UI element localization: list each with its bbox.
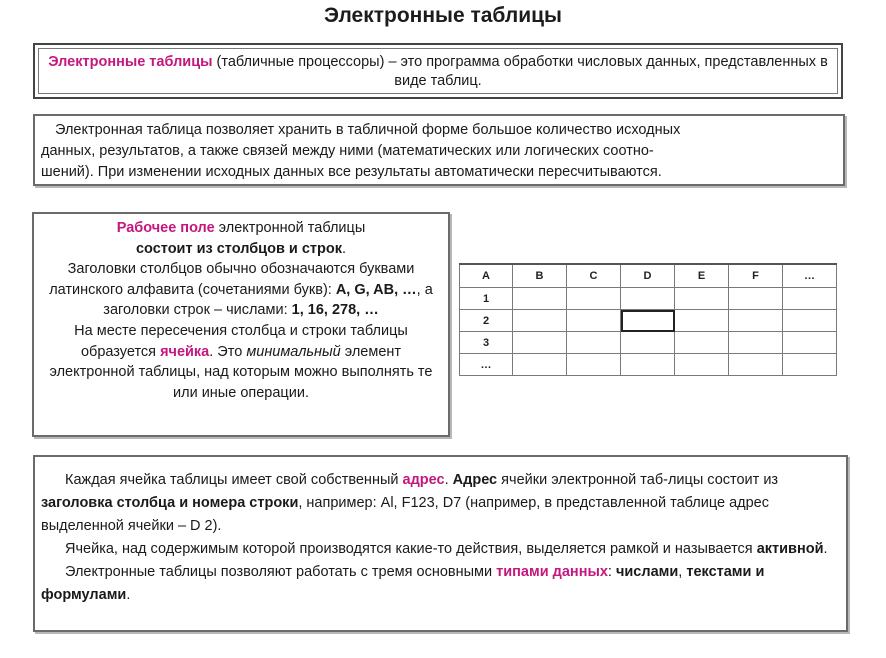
- row-header: 2: [460, 310, 513, 332]
- grid-cell: [783, 310, 837, 332]
- column-header: F: [729, 264, 783, 288]
- active-cell-text: Ячейка, над содержимым которой производятся какие-то действия, выделяется рамкой и называется: [65, 541, 757, 557]
- address-bold: Адрес: [452, 472, 498, 488]
- grid-cell: [567, 354, 621, 376]
- workfield-text: элемент электронной таблицы, над которым можно выполнять те или иные операции.: [49, 343, 433, 401]
- spreadsheet-grid: [459, 263, 837, 376]
- description-line-1: Электронная таблица позволяет хранить в табличной форме большое количество исходных: [55, 122, 681, 138]
- column-examples: A, G, AB, …: [335, 281, 417, 298]
- grid-cell: [513, 310, 567, 332]
- workfield-para-2: [38, 259, 444, 321]
- grid-row: [460, 332, 837, 354]
- address-para-2: [41, 538, 842, 561]
- address-text: Каждая ячейка таблицы имеет свой собственный: [65, 472, 403, 488]
- data-types-text: ,: [678, 564, 687, 580]
- address-text: ячейки электронной таб-лицы состоит из: [497, 472, 779, 488]
- workfield-italic: минимальный: [246, 343, 341, 360]
- column-header: B: [513, 264, 567, 288]
- address-text: .: [444, 472, 453, 488]
- workfield-text: .: [341, 240, 347, 257]
- cell-term: ячейка: [160, 343, 210, 360]
- workfield-text: На месте пересечения столбца и строки таблицы образуется: [74, 322, 408, 360]
- grid-cell: [621, 332, 675, 354]
- workfield-para-1: [38, 218, 444, 259]
- address-box: [33, 455, 848, 632]
- grid-cell: [675, 310, 729, 332]
- grid-cell: [621, 288, 675, 310]
- definition-text: (табличные процессоры) – это программа обработки числовых данных, представленных в виде таблиц.: [212, 54, 828, 89]
- address-para-1: [41, 469, 842, 538]
- address-term: адрес: [402, 472, 445, 488]
- description-line-3: шений). При изменении исходных данных все результаты автоматически пересчитываются.: [41, 164, 662, 180]
- column-header: D: [621, 264, 675, 288]
- row-header: …: [460, 354, 513, 376]
- grid-cell: [729, 288, 783, 310]
- grid-cell: [783, 354, 837, 376]
- column-header: C: [567, 264, 621, 288]
- grid-cell: [729, 310, 783, 332]
- grid-cell: [729, 332, 783, 354]
- definition-term: Электронные таблицы: [48, 54, 213, 70]
- workfield-bold: состоит из столбцов и строк: [135, 240, 342, 257]
- grid-cell: [567, 310, 621, 332]
- workfield-text: Заголовки столбцов обычно обозначаются буквами латинского алфавита (сочетаниями букв):: [49, 261, 415, 298]
- active-cell-d2: [621, 310, 675, 332]
- active-cell-text: .: [823, 541, 828, 557]
- workfield-text: , а заголовки строк – числами:: [103, 281, 433, 319]
- grid-cell: [729, 354, 783, 376]
- description-box: [33, 114, 845, 186]
- column-header: E: [675, 264, 729, 288]
- data-types-bold: числами: [615, 564, 679, 580]
- grid-cell: [621, 354, 675, 376]
- grid-cell: [513, 288, 567, 310]
- grid-cell: [567, 288, 621, 310]
- page-title: Электронные таблицы: [324, 4, 562, 27]
- grid-cell: [675, 332, 729, 354]
- workfield-term: Рабочее поле: [116, 220, 215, 236]
- grid-cell: [783, 332, 837, 354]
- data-types-bold: текстами и формулами: [41, 564, 765, 603]
- column-header: …: [783, 264, 837, 288]
- column-header: A: [460, 264, 513, 288]
- workfield-text: . Это: [209, 343, 247, 360]
- row-header: 3: [460, 332, 513, 354]
- grid-cell: [675, 354, 729, 376]
- row-examples: 1, 16, 278, …: [291, 302, 379, 319]
- description-line-2: данных, результатов, а также связей между ними (математических или логических соотно-: [41, 143, 654, 159]
- definition-frame: [38, 48, 838, 94]
- workfield-para-3: [38, 321, 444, 403]
- data-types-text: :: [607, 564, 616, 580]
- grid-row: [460, 354, 837, 376]
- data-types-text: .: [126, 587, 131, 603]
- address-text: , например: Al, F123, D7 (например, в представленной таблице адрес выделенной ячейки – D 2).: [41, 495, 769, 534]
- grid-row: [460, 288, 837, 310]
- workfield-text: электронной таблицы: [214, 220, 366, 236]
- grid-cell: [783, 288, 837, 310]
- data-types-text: Электронные таблицы позволяют работать с тремя основными: [65, 564, 497, 580]
- grid-cell: [513, 332, 567, 354]
- data-types-term: типами данных: [496, 564, 608, 580]
- grid-row: [460, 310, 837, 332]
- grid-cell: [567, 332, 621, 354]
- grid-cell: [513, 354, 567, 376]
- grid-header-row: [460, 264, 837, 288]
- row-header: 1: [460, 288, 513, 310]
- grid-cell: [675, 288, 729, 310]
- workfield-box: [32, 212, 450, 437]
- address-para-3: [41, 561, 842, 607]
- active-cell-bold: активной: [756, 541, 824, 557]
- definition-box: [33, 43, 843, 99]
- address-bold: заголовка столбца и номера строки: [41, 495, 299, 511]
